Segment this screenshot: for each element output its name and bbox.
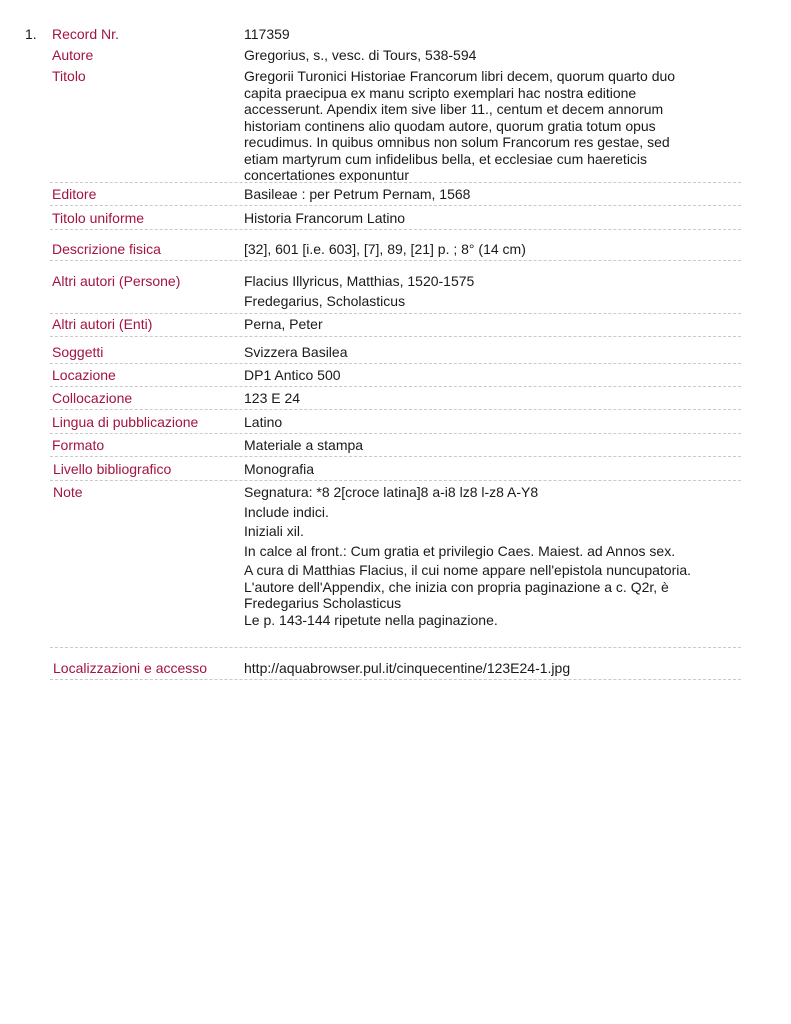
- field-label-record-nr: Record Nr.: [52, 26, 119, 42]
- row-divider: [50, 409, 741, 410]
- field-value-altri-autori-enti: Perna, Peter: [244, 316, 323, 332]
- field-value-soggetti: Svizzera Basilea: [244, 344, 348, 360]
- row-divider: [50, 456, 741, 457]
- note-line: Iniziali xil.: [244, 523, 304, 539]
- field-value-autore: Gregorius, s., vesc. di Tours, 538-594: [244, 47, 477, 63]
- field-label-altri-autori-persone: Altri autori (Persone): [52, 273, 181, 289]
- row-divider: [50, 313, 741, 314]
- field-value-locazione: DP1 Antico 500: [244, 367, 341, 383]
- field-value-editore: Basileae : per Petrum Pernam, 1568: [244, 186, 471, 202]
- field-value-localizzazioni[interactable]: http://aquabrowser.pul.it/cinquecentine/123E24-1.jpg: [244, 660, 571, 676]
- row-divider: [50, 386, 741, 387]
- field-label-livello: Livello bibliografico: [53, 461, 172, 477]
- field-value-formato: Materiale a stampa: [244, 437, 364, 453]
- note-line: Le p. 143-144 ripetute nella paginazione.: [244, 611, 498, 628]
- field-label-titolo: Titolo: [52, 68, 86, 84]
- row-divider: [50, 679, 741, 680]
- row-divider: [50, 205, 741, 206]
- note-line: A cura di Matthias Flacius, il cui nome appare nell'epistola nuncupatoria.: [244, 562, 692, 578]
- value-line: Fredegarius, Scholasticus: [244, 292, 406, 309]
- note-line: Include indici.: [244, 503, 329, 520]
- field-value-altri-autori-persone: [244, 273, 704, 309]
- field-value-livello: Monografia: [244, 461, 315, 477]
- record-index: 1.: [25, 26, 37, 42]
- row-divider: [50, 363, 741, 364]
- field-label-descrizione-fisica: Descrizione fisica: [52, 241, 161, 257]
- row-divider: [50, 260, 741, 261]
- field-label-lingua: Lingua di pubblicazione: [52, 414, 199, 430]
- row-divider: [50, 336, 741, 337]
- row-divider: [50, 182, 741, 183]
- field-label-editore: Editore: [52, 186, 97, 202]
- field-label-locazione: Locazione: [52, 367, 116, 383]
- field-label-altri-autori-enti: Altri autori (Enti): [52, 316, 153, 332]
- field-label-autore: Autore: [52, 47, 94, 63]
- field-value-collocazione: 123 E 24: [244, 390, 301, 406]
- note-line: In calce al front.: Cum gratia et privilegio Caes. Maiest. ad Annos sex.: [244, 542, 676, 559]
- row-divider: [50, 433, 741, 434]
- field-label-collocazione: Collocazione: [52, 390, 133, 406]
- field-value-descrizione-fisica: [32], 601 [i.e. 603], [7], 89, [21] p. ; 8° (14 cm): [244, 241, 526, 257]
- field-value-titolo: Gregorii Turonici Historiae Francorum libri decem, quorum quarto duo capita praecipua ex manu scripto exemplari hac nostra editione accesserunt. Apendix item sive liber 11., centum et decem annorum historiam continens alio quodam autore, quorum gratia totum opus recudimus. In quibus omnibus non solum Francorum res gestae, sed etiam martyrum cum infidelibus bella, et ecclesiae cum haereticis concertationes exponuntur: [244, 68, 676, 183]
- note-line: L'autore dell'Appendix, che inizia con propria paginazione a c. Q2r, è Fredegarius Scholasticus: [244, 578, 669, 611]
- note-line: Segnatura: *8 2[croce latina]8 a-i8 lz8 l-z8 A-Y8: [244, 484, 539, 500]
- field-label-soggetti: Soggetti: [52, 344, 104, 360]
- field-label-note: Note: [53, 484, 83, 500]
- row-divider: [50, 480, 741, 481]
- field-value-lingua: Latino: [244, 414, 283, 430]
- field-value-record-nr: 117359: [244, 26, 290, 42]
- value-line: Flacius Illyricus, Matthias, 1520-1575: [244, 273, 475, 289]
- field-label-titolo-uniforme: Titolo uniforme: [52, 210, 145, 226]
- field-label-formato: Formato: [52, 437, 105, 453]
- field-value-note: [244, 484, 704, 628]
- field-label-localizzazioni: Localizzazioni e accesso: [53, 660, 208, 676]
- field-value-titolo-uniforme: Historia Francorum Latino: [244, 210, 406, 226]
- row-divider: [50, 229, 741, 230]
- row-divider: [50, 647, 741, 648]
